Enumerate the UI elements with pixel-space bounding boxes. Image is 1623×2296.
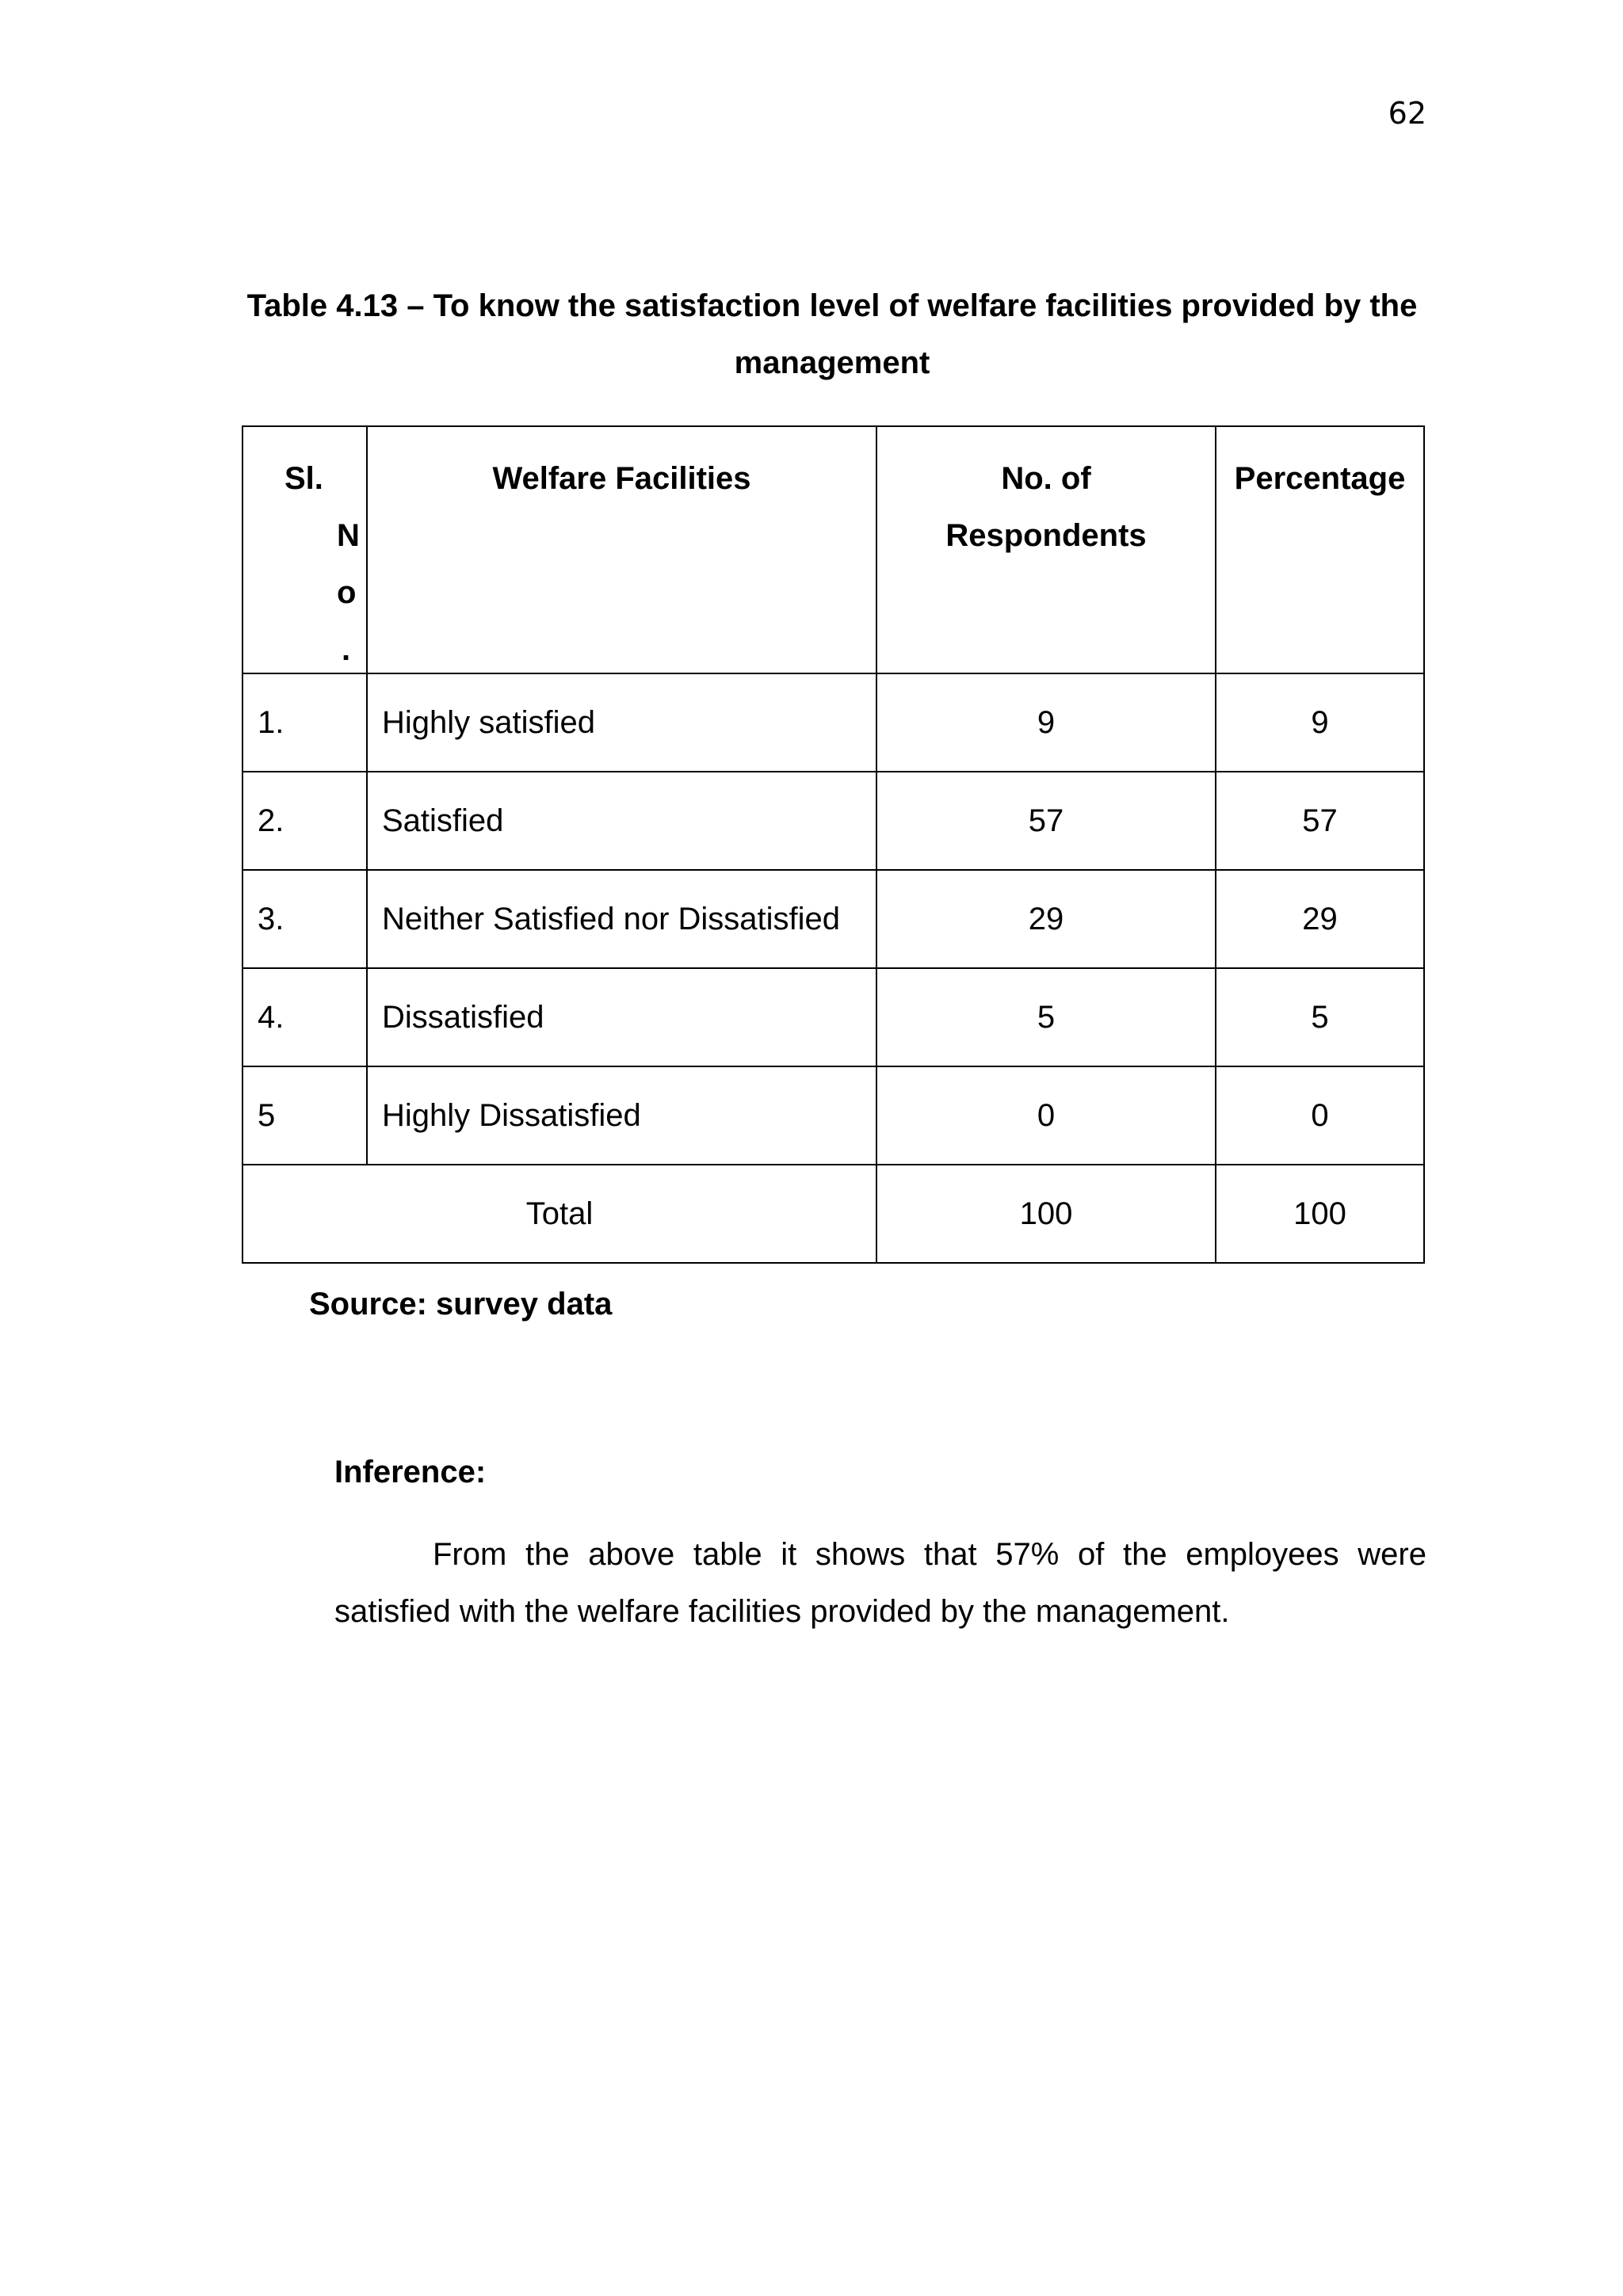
cell-facility: Satisfied bbox=[367, 772, 876, 870]
inference-paragraph: From the above table it shows that 57% of the employees were satisfied with the welfare facilities provided by the management. bbox=[334, 1537, 1426, 1629]
cell-percentage: 57 bbox=[1216, 772, 1424, 870]
table-header-row bbox=[242, 426, 1424, 673]
inference-heading: Inference: bbox=[334, 1455, 487, 1489]
cell-sl: 4. bbox=[242, 968, 367, 1066]
cell-sl: 5 bbox=[242, 1066, 367, 1165]
cell-total-respondents: 100 bbox=[876, 1165, 1216, 1263]
cell-percentage: 29 bbox=[1216, 870, 1424, 968]
cell-respondents: 5 bbox=[876, 968, 1216, 1066]
table-title: Table 4.13 – To know the satisfaction level of welfare facilities provided by the management bbox=[246, 288, 1418, 380]
welfare-satisfaction-table bbox=[242, 425, 1425, 1264]
header-percentage bbox=[1216, 426, 1424, 673]
cell-respondents: 29 bbox=[876, 870, 1216, 968]
header-respondents-line1: No. of bbox=[1001, 461, 1091, 496]
header-sl-line2: N bbox=[337, 518, 360, 553]
cell-percentage: 5 bbox=[1216, 968, 1424, 1066]
cell-respondents: 0 bbox=[876, 1066, 1216, 1165]
cell-respondents: 9 bbox=[876, 673, 1216, 772]
table-total-row bbox=[242, 1165, 1424, 1263]
cell-percentage: 0 bbox=[1216, 1066, 1424, 1165]
cell-facility: Highly Dissatisfied bbox=[367, 1066, 876, 1165]
header-sl-line4: . bbox=[342, 632, 351, 667]
cell-total-label: Total bbox=[242, 1165, 876, 1263]
table-row bbox=[242, 673, 1424, 772]
table-row bbox=[242, 772, 1424, 870]
cell-sl: 1. bbox=[242, 673, 367, 772]
table-row bbox=[242, 968, 1424, 1066]
cell-sl: 3. bbox=[242, 870, 367, 968]
page-number: 62 bbox=[1388, 96, 1426, 131]
cell-percentage: 9 bbox=[1216, 673, 1424, 772]
cell-respondents: 57 bbox=[876, 772, 1216, 870]
cell-facility: Dissatisfied bbox=[367, 968, 876, 1066]
header-sl-line1: Sl. bbox=[285, 461, 323, 496]
header-sl-line3: o bbox=[337, 575, 357, 610]
table-row bbox=[242, 870, 1424, 968]
header-sl-no bbox=[242, 426, 367, 673]
cell-facility: Highly satisfied bbox=[367, 673, 876, 772]
cell-sl: 2. bbox=[242, 772, 367, 870]
header-respondents bbox=[876, 426, 1216, 673]
source-note: Source: survey data bbox=[309, 1287, 613, 1322]
header-welfare-facilities bbox=[367, 426, 876, 673]
header-respondents-line2: Respondents bbox=[945, 518, 1147, 553]
table-row bbox=[242, 1066, 1424, 1165]
cell-facility: Neither Satisfied nor Dissatisfied bbox=[367, 870, 876, 968]
header-welfare-facilities-label: Welfare Facilities bbox=[492, 461, 751, 496]
header-percentage-label: Percentage bbox=[1234, 461, 1406, 496]
cell-total-percentage: 100 bbox=[1216, 1165, 1424, 1263]
